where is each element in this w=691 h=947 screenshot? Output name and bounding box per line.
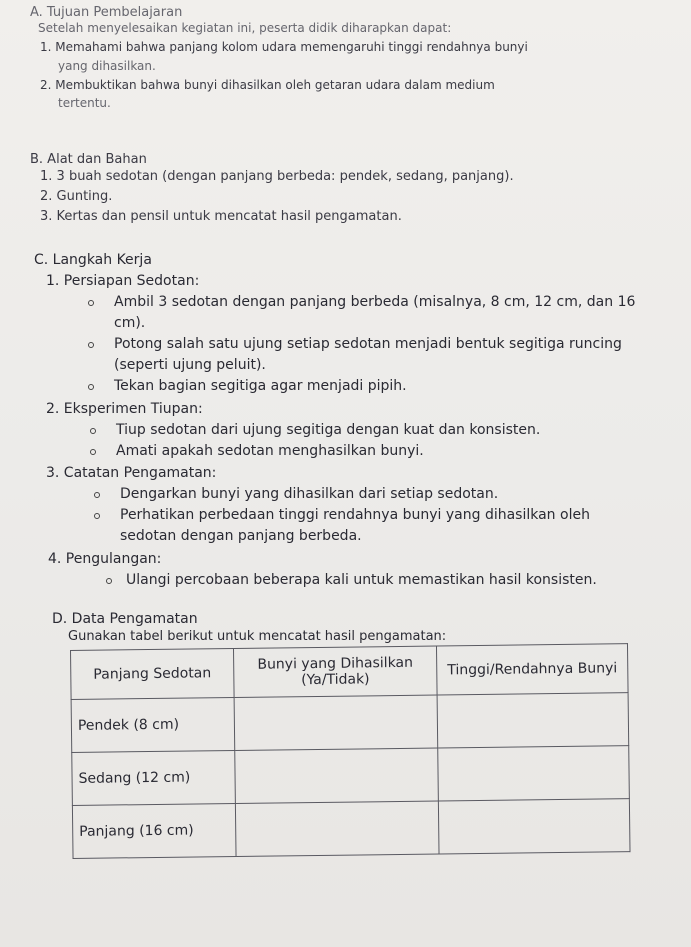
observation-table <box>70 643 631 859</box>
step-1-bullet-2-line1: Potong salah satu ujung setiap sedotan menjadi bentuk segitiga runcing <box>114 336 622 352</box>
section-a-heading: A. Tujuan Pembelajaran <box>30 5 183 20</box>
material-3: 3. Kertas dan pensil untuk mencatat hasil pengamatan. <box>40 209 402 224</box>
cell-pitch[interactable] <box>438 799 630 854</box>
objective-1-line2: yang dihasilkan. <box>58 59 156 73</box>
bullet-icon <box>90 449 96 455</box>
bullet-icon <box>88 300 94 306</box>
bullet-icon <box>90 428 96 434</box>
material-2: 2. Gunting. <box>40 189 113 204</box>
table-header-row <box>71 644 629 700</box>
step-3-bullet-2-line2: sedotan dengan panjang berbeda. <box>120 528 362 544</box>
section-d-heading: D. Data Pengamatan <box>52 611 198 627</box>
bullet-icon <box>106 578 112 584</box>
column-header-sound-produced: Bunyi yang Dihasilkan (Ya/Tidak) <box>233 646 437 697</box>
section-a-intro: Setelah menyelesaikan kegiatan ini, peserta didik diharapkan dapat: <box>38 21 452 35</box>
cell-sound-produced[interactable] <box>235 748 439 803</box>
section-c-heading: C. Langkah Kerja <box>34 252 152 268</box>
bullet-icon <box>88 342 94 348</box>
step-4-bullet-1: Ulangi percobaan beberapa kali untuk memastikan hasil konsisten. <box>126 572 597 588</box>
column-header-pitch: Tinggi/Rendahnya Bunyi <box>436 644 628 695</box>
bullet-icon <box>94 513 100 519</box>
step-3-bullet-2-line1: Perhatikan perbedaan tinggi rendahnya bunyi yang dihasilkan oleh <box>120 507 590 523</box>
bullet-icon <box>88 384 94 390</box>
column-header-length: Panjang Sedotan <box>71 649 235 700</box>
bullet-icon <box>94 492 100 498</box>
step-1-bullet-3: Tekan bagian segitiga agar menjadi pipih. <box>114 378 407 394</box>
objective-2-line2: tertentu. <box>58 96 111 110</box>
step-1-bullet-1-line2: cm). <box>114 315 146 331</box>
objective-2-line1: 2. Membuktikan bahwa bunyi dihasilkan oleh getaran udara dalam medium <box>40 78 495 92</box>
cell-pitch[interactable] <box>438 746 630 801</box>
step-3-title: 3. Catatan Pengamatan: <box>46 465 217 481</box>
material-1: 1. 3 buah sedotan (dengan panjang berbeda: pendek, sedang, panjang). <box>40 169 514 184</box>
section-b-heading: B. Alat dan Bahan <box>30 152 147 167</box>
cell-sound-produced[interactable] <box>234 695 438 750</box>
table-row <box>72 799 630 859</box>
step-2-bullet-2: Amati apakah sedotan menghasilkan bunyi. <box>116 443 424 459</box>
cell-length: Panjang (16 cm) <box>72 803 236 858</box>
cell-length: Sedang (12 cm) <box>72 750 236 805</box>
step-1-title: 1. Persiapan Sedotan: <box>46 273 200 289</box>
table-row <box>71 693 629 753</box>
cell-length: Pendek (8 cm) <box>71 697 235 752</box>
step-3-bullet-1: Dengarkan bunyi yang dihasilkan dari setiap sedotan. <box>120 486 499 502</box>
step-2-title: 2. Eksperimen Tiupan: <box>46 401 203 417</box>
step-1-bullet-2-line2: (seperti ujung peluit). <box>114 357 266 373</box>
step-4-title: 4. Pengulangan: <box>48 551 162 567</box>
table-row <box>72 746 630 806</box>
step-1-bullet-1-line1: Ambil 3 sedotan dengan panjang berbeda (misalnya, 8 cm, 12 cm, dan 16 <box>114 294 636 310</box>
step-2-bullet-1: Tiup sedotan dari ujung segitiga dengan kuat dan konsisten. <box>116 422 541 438</box>
cell-sound-produced[interactable] <box>235 801 439 856</box>
objective-1-line1: 1. Memahami bahwa panjang kolom udara memengaruhi tinggi rendahnya bunyi <box>40 40 528 54</box>
section-d-intro: Gunakan tabel berikut untuk mencatat hasil pengamatan: <box>68 629 447 644</box>
cell-pitch[interactable] <box>437 693 629 748</box>
